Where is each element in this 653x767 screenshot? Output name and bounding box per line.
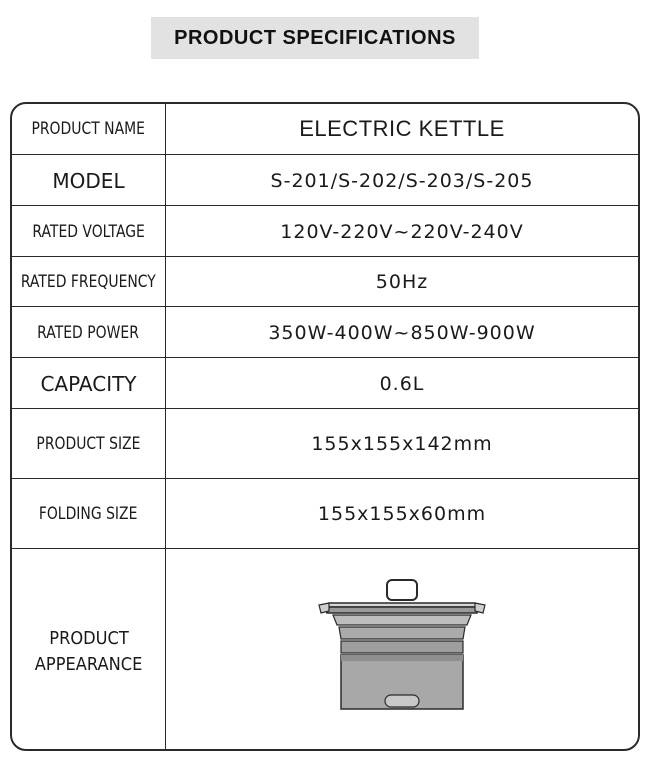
spec-label: RATED FREQUENCY xyxy=(12,257,166,307)
spec-value: 155x155x60mm xyxy=(317,503,487,525)
page-title-banner xyxy=(151,17,479,59)
spec-row-capacity xyxy=(12,357,638,409)
spec-row-rated-power xyxy=(12,306,638,358)
appearance-label-line1: PRODUCT xyxy=(48,627,129,649)
spec-label: RATED VOLTAGE xyxy=(12,206,166,257)
spec-row-rated-voltage xyxy=(12,205,638,257)
spec-label xyxy=(12,549,166,751)
spec-label: FOLDING SIZE xyxy=(12,479,166,549)
spec-label: PRODUCT NAME xyxy=(12,104,166,154)
spec-value: ELECTRIC KETTLE xyxy=(299,116,505,141)
appearance-label-line2: APPEARANCE xyxy=(34,653,143,675)
spec-row-model xyxy=(12,154,638,206)
page-title: PRODUCT SPECIFICATIONS xyxy=(174,26,456,49)
spec-row-product-size xyxy=(12,408,638,479)
spec-label: MODEL xyxy=(12,155,166,206)
kettle-illustration-icon xyxy=(317,577,487,727)
spec-row-rated-frequency xyxy=(12,256,638,307)
spec-value: 50Hz xyxy=(375,271,429,293)
spec-row-appearance xyxy=(12,548,638,751)
appearance-image-cell xyxy=(166,549,638,751)
spec-value: S-201/S-202/S-203/S-205 xyxy=(270,169,534,192)
spec-value: 155x155x142mm xyxy=(311,433,493,455)
spec-table xyxy=(10,102,640,751)
spec-value: 350W-400W~850W-900W xyxy=(268,321,536,344)
spec-label: RATED POWER xyxy=(12,307,166,358)
spec-row-folding-size xyxy=(12,478,638,549)
spec-value: 0.6L xyxy=(379,372,425,395)
spec-row-product-name xyxy=(12,104,638,154)
spec-label: CAPACITY xyxy=(12,358,166,409)
spec-label: PRODUCT SIZE xyxy=(12,409,166,479)
spec-value: 120V-220V~220V-240V xyxy=(280,220,524,243)
